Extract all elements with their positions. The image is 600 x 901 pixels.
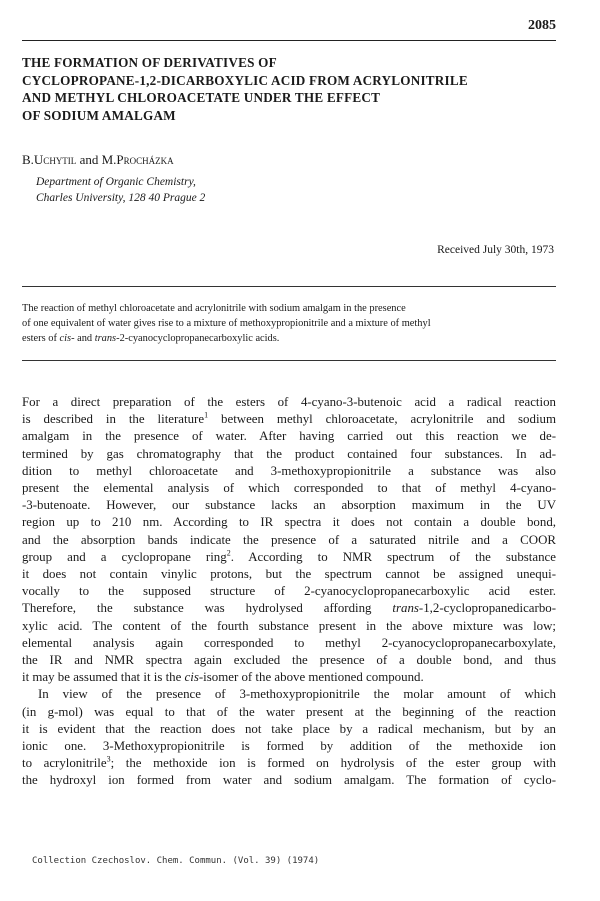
body-line: amalgam in the presence of water. After having carried out this reaction we de- — [22, 429, 556, 444]
text-run: is described in the literature — [22, 412, 205, 427]
title-line: CYCLOPROPANE-1,2-DICARBOXYLIC ACID FROM ACRYLONITRILE — [22, 72, 468, 88]
abstract-line: The reaction of methyl chloroacetate and acrylonitrile with sodium amalgam in the presence — [22, 303, 406, 314]
author-name: Procházka — [116, 152, 174, 167]
received-date: Received July 30th, 1973 — [437, 244, 554, 256]
body-line: termined by gas chromatography that the product contained four substances. In ad- — [22, 446, 556, 461]
body-line: present the elemental analysis of which corresponded to that of methyl 4-cyano- — [22, 481, 556, 496]
body-line: In view of the presence of 3-methoxypropionitrile the molar amount of which — [38, 687, 556, 702]
title-line: THE FORMATION OF DERIVATIVES OF — [22, 55, 277, 70]
abstract — [22, 301, 556, 346]
abstract-rule-bottom — [22, 360, 556, 361]
body-line: -3-butenoate. However, our substance lacks an absorption maximum in the UV — [22, 498, 556, 513]
italic-term: trans — [392, 601, 419, 616]
author-connector: and — [76, 152, 102, 167]
text-run: -isomer of the above mentioned compound. — [198, 670, 424, 685]
body-line — [22, 600, 556, 617]
text-run: esters of — [22, 333, 60, 344]
author-name: Uchytil — [33, 152, 77, 167]
body-line — [22, 669, 556, 686]
author-initial: M. — [101, 152, 117, 167]
title-line: OF SODIUM AMALGAM — [22, 107, 176, 123]
author-initial: B. — [22, 152, 34, 167]
affiliation — [36, 174, 205, 206]
text-run: group and a cyclopropane ring — [22, 549, 227, 564]
body-line: region up to 210 nm. According to IR spectra it does not contain a double bond, — [22, 515, 556, 530]
body-line: the IR and NMR spectra again excluded the presence of a double bond, and thus — [22, 653, 556, 668]
reference-marker: 3 — [106, 754, 111, 764]
author-list — [22, 152, 174, 168]
italic-term: cis — [59, 333, 72, 344]
body-line: xylic acid. The content of the fourth substance present in the above mixture was low; — [22, 618, 556, 633]
body-line: it is evident that the reaction does not take place by a radical mechanism, but by an — [22, 721, 556, 736]
body-line — [22, 411, 556, 428]
body-line: ionic one. 3-Methoxypropionitrile is formed by addition of the methoxide ion — [22, 739, 556, 754]
text-run: - and — [71, 333, 95, 344]
reference-marker: 2 — [226, 548, 231, 558]
body-line — [22, 755, 556, 772]
header-rule — [22, 40, 556, 41]
body-line: dition to methyl chloroacetate and 3-methoxypropionitrile a substance was also — [22, 463, 556, 478]
body-line — [22, 549, 556, 566]
body-text — [22, 394, 556, 790]
text-run: . According to NMR spectrum of the substance — [230, 549, 556, 564]
body-line: (in g-mol) was equal to that of the water present at the beginning of the reaction — [22, 704, 556, 719]
text-run: -1,2-cyclopropanedicarbo- — [418, 601, 556, 616]
body-line: and the absorption bands indicate the presence of a saturated nitrile and a COOR — [22, 532, 556, 547]
text-run: it may be assumed that it is the — [22, 670, 185, 685]
text-run: to acrylonitrile — [22, 756, 107, 771]
body-line: vocally to the supposed structure of 2-cyanocyclopropanecarboxylic acid ester. — [22, 584, 556, 599]
affiliation-line: Department of Organic Chemistry, — [36, 176, 196, 188]
abstract-rule-top — [22, 286, 556, 287]
italic-term: cis — [184, 670, 199, 685]
text-run: between methyl chloroacetate, acrylonitrile and sodium — [208, 412, 556, 427]
body-line: For a direct preparation of the esters of 4-cyano-3-butenoic acid a radical reaction — [22, 395, 556, 409]
text-run: Therefore, the substance was hydrolysed affording — [22, 601, 393, 616]
text-run: ; the methoxide ion is formed on hydrolysis of the ester group with — [110, 756, 556, 771]
text-run: -2-cyanocyclopropanecarboxylic acids. — [116, 333, 280, 344]
title-line: AND METHYL CHLOROACETATE UNDER THE EFFECT — [22, 90, 381, 105]
journal-footer: Collection Czechoslov. Chem. Commun. (Vol. 39) (1974) — [32, 856, 320, 866]
body-line: elemental analysis again corresponded to methyl 2-cyanocyclopropanecarboxylate, — [22, 635, 556, 650]
body-line: the hydroxyl ion formed from water and sodium amalgam. The formation of cyclo- — [22, 773, 556, 788]
abstract-line — [22, 331, 556, 346]
affiliation-line: Charles University, 128 40 Prague 2 — [36, 192, 206, 204]
article-title — [22, 54, 562, 124]
page-number: 2085 — [528, 18, 556, 33]
italic-term: trans — [94, 333, 117, 344]
reference-marker: 1 — [204, 410, 209, 420]
body-line: it does not contain vinylic protons, but the spectrum cannot be assigned unequi- — [22, 567, 556, 582]
abstract-line: of one equivalent of water gives rise to a mixture of methoxypropionitrile and a mixture of methyl — [22, 318, 431, 329]
